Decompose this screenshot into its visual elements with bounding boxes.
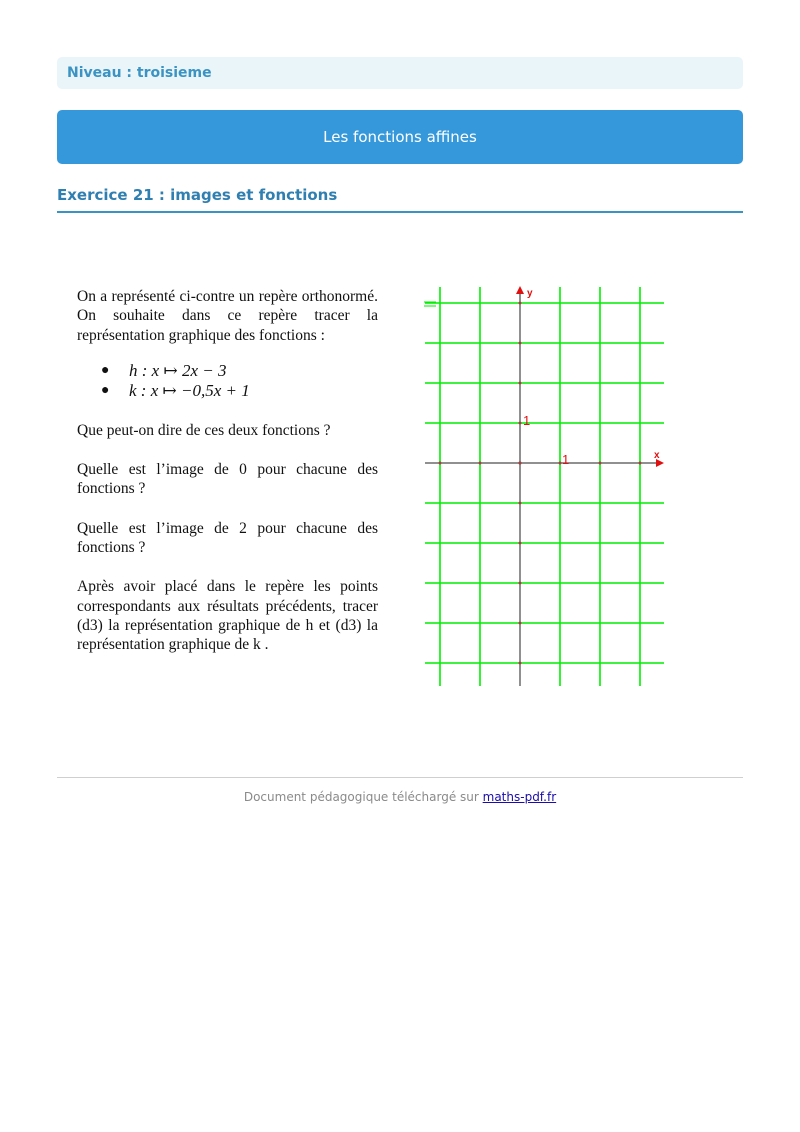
axis-ticks <box>439 302 642 665</box>
exercise-statement <box>77 287 378 655</box>
y-tick <box>519 422 522 425</box>
footer-link[interactable]: maths-pdf.fr <box>482 790 557 804</box>
question-3: Quelle est l’image de 2 pour chacune des fonctions ? <box>77 519 378 557</box>
y-tick <box>519 342 522 345</box>
x-tick <box>639 462 642 465</box>
y-tick <box>519 662 522 665</box>
x-unit-label: 1 <box>562 452 570 467</box>
bullet-icon: ● <box>101 362 110 378</box>
intro-paragraph: On a représenté ci-contre un repère orthonormé. On souhaite dans ce repère tracer la représentation graphique des fonctions : <box>77 288 378 344</box>
y-unit-label: 1 <box>523 413 531 428</box>
x-axis-label: x <box>654 450 660 461</box>
chapter-banner: Les fonctions affines <box>57 110 743 164</box>
y-axis-arrow-icon <box>516 286 524 294</box>
x-tick <box>479 462 482 465</box>
grid-vertical-lines <box>440 287 640 686</box>
y-tick <box>519 382 522 385</box>
footer-divider <box>57 777 743 778</box>
question-2: Quelle est l’image de 0 pour chacune des fonctions ? <box>77 461 378 498</box>
function-k: ● k : x ↦ −0,5x + 1 <box>101 380 250 400</box>
x-tick <box>559 462 562 465</box>
question-1: Que peut-on dire de ces deux fonctions ? <box>77 421 331 439</box>
y-tick <box>519 622 522 625</box>
y-tick <box>519 582 522 585</box>
x-tick <box>599 462 602 465</box>
level-label: Niveau : troisieme <box>57 57 743 89</box>
question-4: Après avoir placé dans le repère les points correspondants aux résultats précédents, tracer (d3) la représentation graphique de h et (d3) la représentation graphique de k . <box>77 578 378 654</box>
y-tick <box>519 542 522 545</box>
y-tick <box>519 502 522 505</box>
y-tick <box>519 462 522 465</box>
grid-horizontal-lines <box>425 303 664 663</box>
footer-text: Document pédagogique téléchargé sur <box>243 790 483 804</box>
y-tick <box>519 302 522 305</box>
function-list <box>77 361 378 401</box>
footer <box>57 790 743 804</box>
function-h: ● h : x ↦ 2x − 3 <box>101 360 227 380</box>
bullet-icon: ● <box>101 382 110 398</box>
y-axis-label: y <box>527 288 533 299</box>
x-tick <box>439 462 442 465</box>
coordinate-grid <box>420 282 670 690</box>
exercise-title: Exercice 21 : images et fonctions <box>57 185 743 213</box>
